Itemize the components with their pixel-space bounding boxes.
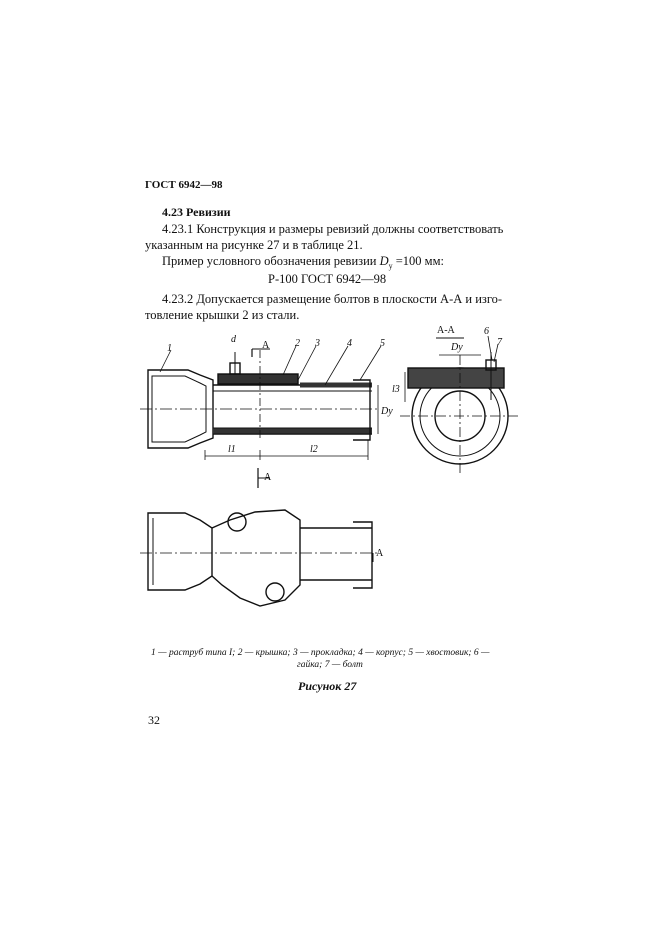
paragraph-4-23-1-line1: 4.23.1 Конструкция и размеры ревизий должны соответствовать — [162, 222, 504, 236]
designation-code: Р-100 ГОСТ 6942—98 — [268, 272, 387, 286]
plan-cover — [212, 510, 300, 606]
plan-bolt-1 — [228, 513, 246, 531]
leader-3 — [298, 346, 316, 380]
paragraph-4-23-1-line2: указанным на рисунке 27 и в таблице 21. — [145, 238, 363, 252]
leader-5 — [360, 346, 381, 380]
nominal-diameter-symbol: D — [379, 254, 389, 268]
leader-2 — [283, 346, 296, 375]
label-section-AA: А-А — [437, 325, 455, 336]
label-l1: l1 — [228, 444, 236, 455]
section-title: 4.23 Ревизии — [162, 205, 231, 219]
plan-view — [140, 468, 380, 606]
page-number: 32 — [148, 713, 160, 727]
designation-example-text: Пример условного обозначения ревизии — [162, 254, 380, 268]
label-d: d — [231, 334, 236, 345]
label-l3: l3 — [392, 384, 400, 395]
section-AA-view — [400, 336, 520, 475]
leader-6 — [488, 336, 492, 360]
paragraph-4-23-2-line2: товление крышки 2 из стали. — [145, 308, 300, 322]
label-item-6: 6 — [484, 326, 489, 337]
label-A-mid: А — [264, 472, 272, 483]
label-l2: l2 — [310, 444, 318, 455]
label-Dy-section: Dу — [451, 342, 463, 353]
section-cover — [408, 368, 504, 388]
label-item-3: 3 — [315, 338, 320, 349]
figure-title: Рисунок 27 — [298, 679, 357, 693]
figure-caption-line2: гайка; 7 — болт — [297, 660, 363, 670]
label-item-1: 1 — [167, 343, 172, 354]
label-A-top: А — [262, 340, 270, 351]
plan-bolt-2 — [266, 583, 284, 601]
side-view — [140, 346, 381, 460]
paragraph-4-23-2-line1: 4.23.2 Допускается размещение болтов в плоскости А-А и изго- — [162, 292, 503, 306]
cover-plate — [218, 374, 298, 384]
label-item-7: 7 — [497, 337, 502, 348]
leader-4 — [325, 346, 348, 385]
label-item-2: 2 — [295, 338, 300, 349]
label-A-right: А — [376, 548, 384, 559]
label-item-5: 5 — [380, 338, 385, 349]
label-Dy-side: Dу — [381, 406, 393, 417]
plan-socket — [148, 513, 212, 590]
document-header: ГОСТ 6942—98 — [145, 179, 223, 191]
designation-example-value: =100 мм: — [392, 254, 444, 268]
nominal-diameter-subscript: у — [388, 261, 393, 271]
figure-caption-line1: 1 — раструб типа I; 2 — крышка; 3 — прокладка; 4 — корпус; 5 — хвостовик; 6 — — [151, 648, 490, 658]
plan-spigot — [353, 522, 372, 588]
label-item-4: 4 — [347, 338, 352, 349]
